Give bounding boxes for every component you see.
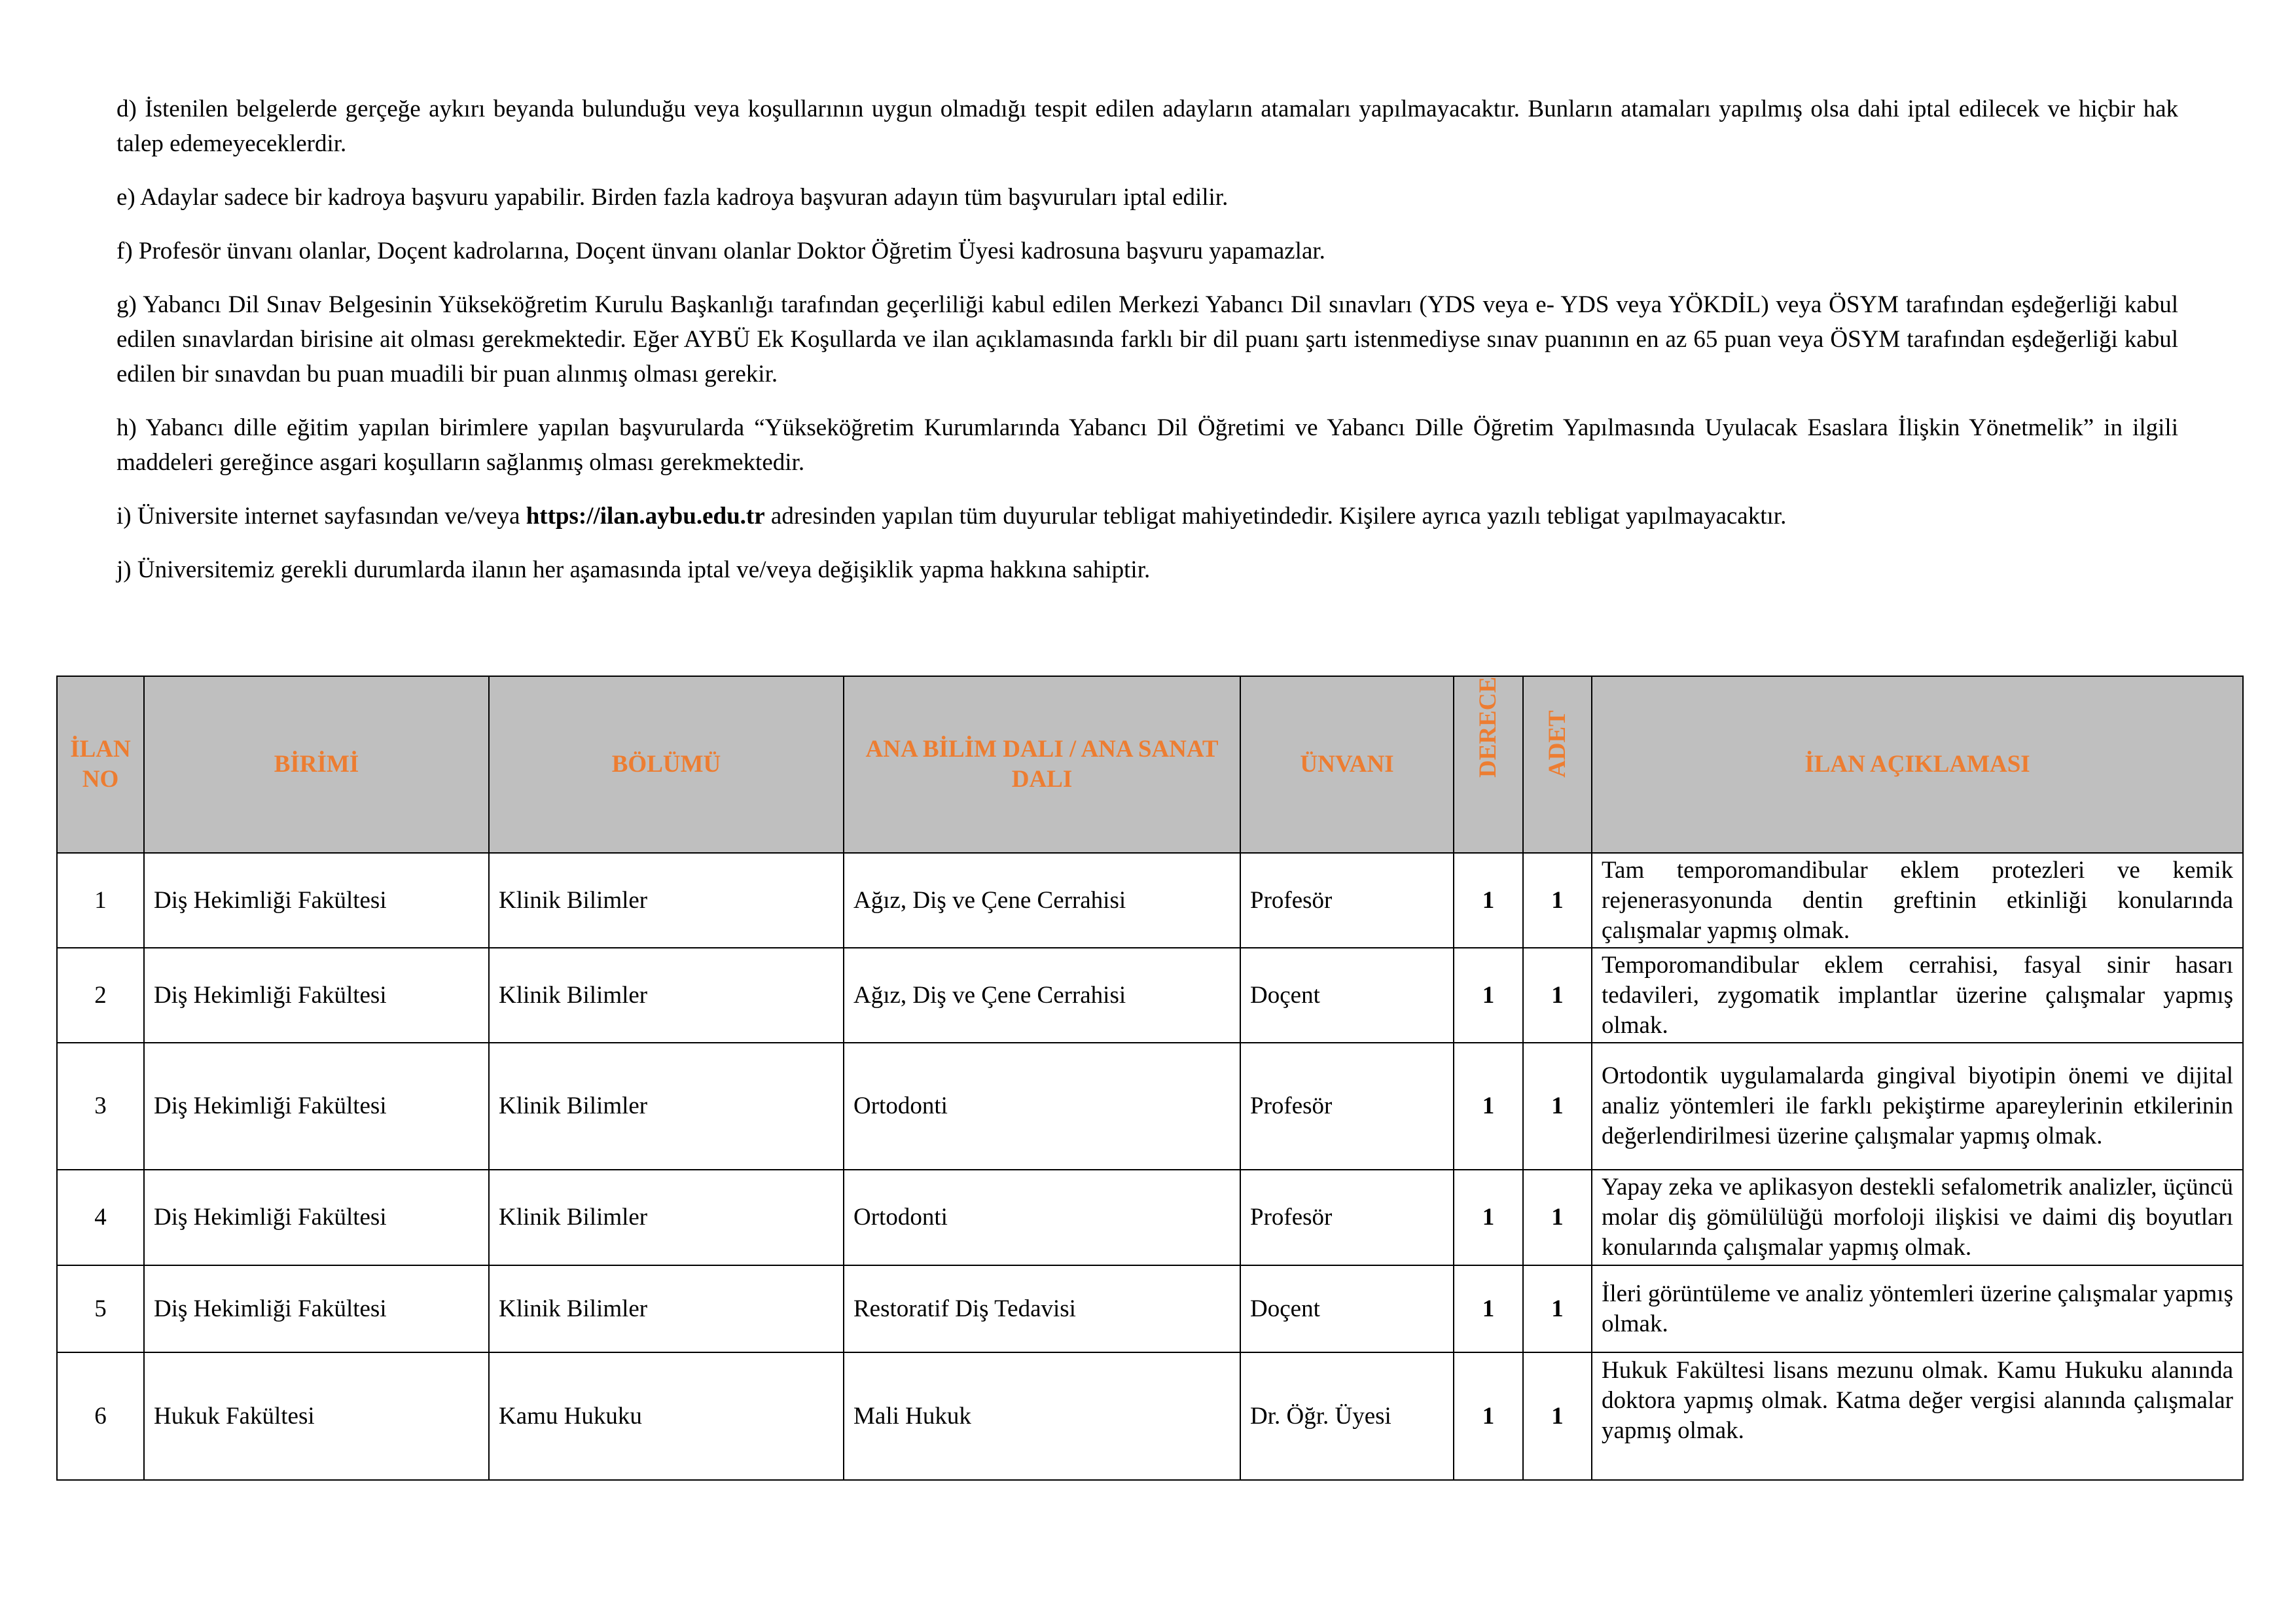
condition-g: g) Yabancı Dil Sınav Belgesinin Yükseköğretim Kurulu Başkanlığı tarafından geçerliliği kabul edilen Merkezi Yabancı Dil sınavları (YDS veya e- YDS veya YÖKDİL) veya ÖSYM tarafından eşdeğerliği kabul edilen sınavlardan birisine ait olması gerekmektedir. Eğer AYBÜ Ek Koşullarda ve ilan açıklamasında farklı bir dil puanı şartı istenmediyse sınav puanının en az 65 puan veya ÖSYM tarafından eşdeğerliği kabul edilen bir sınavdan bu puan muadili bir puan alınmış olması gerekir. [117, 291, 2178, 388]
condition-j: j) Üniversitemiz gerekli durumlarda ilanın her aşamasında iptal ve/veya değişiklik yapma hakkına sahiptir. [117, 556, 1151, 583]
cell-birimi: Diş Hekimliği Fakültesi [144, 1170, 489, 1265]
cell-ilan-aciklamasi: Ortodontik uygulamalarda gingival biyotipin önemi ve dijital analiz yöntemleri ile farklı pekiştirme apareylerinin etkilerinin değerlendirilmesi üzerine çalışmalar yapmış olmak. [1592, 1043, 2243, 1170]
cell-unvani: Profesör [1240, 853, 1454, 948]
cell-ana-bilim-dali: Mali Hukuk [844, 1352, 1240, 1480]
cell-unvani: Profesör [1240, 1043, 1454, 1170]
conditions-list [117, 92, 2178, 606]
header-derece-label: DERECE [1475, 676, 1501, 778]
condition-i [117, 499, 2178, 533]
header-bolumu: BÖLÜMÜ [489, 676, 844, 853]
header-adet-label: ADET [1543, 710, 1571, 778]
cell-derece: 1 [1454, 948, 1523, 1043]
cell-ilan-aciklamasi: Hukuk Fakültesi lisans mezunu olmak. Kamu Hukuku alanında doktora yapmış olmak. Katma değer vergisi alanında çalışmalar yapmış olmak. [1592, 1352, 2243, 1480]
cell-ana-bilim-dali: Restoratif Diş Tedavisi [844, 1265, 1240, 1352]
cell-derece: 1 [1454, 1352, 1523, 1480]
cell-birimi: Diş Hekimliği Fakültesi [144, 1043, 489, 1170]
cell-ilan-no: 5 [57, 1265, 144, 1352]
cell-birimi: Diş Hekimliği Fakültesi [144, 1265, 489, 1352]
job-listing-table [56, 676, 2244, 1481]
cell-unvani: Dr. Öğr. Üyesi [1240, 1352, 1454, 1480]
table-row [57, 1170, 2243, 1265]
header-adet [1523, 676, 1592, 853]
cell-ilan-aciklamasi: Temporomandibular eklem cerrahisi, fasyal sinir hasarı tedavileri, zygomatik implantlar üzerine çalışmalar yapmış olmak. [1592, 948, 2243, 1043]
table-row [57, 1265, 2243, 1352]
condition-i-after: adresinden yapılan tüm duyurular tebligat mahiyetindedir. Kişilere ayrıca yazılı tebligat yapılmayacaktır. [764, 503, 1787, 530]
cell-unvani: Doçent [1240, 1265, 1454, 1352]
table-row [57, 948, 2243, 1043]
cell-ilan-no: 2 [57, 948, 144, 1043]
condition-h: h) Yabancı dille eğitim yapılan birimlere yapılan başvurularda “Yükseköğretim Kurumlarında Yabancı Dil Öğretimi ve Yabancı Dille Öğretim Yapılmasında Uyulacak Esaslara İlişkin Yönetmelik” in ilgili maddeleri gereğince asgari koşulların sağlanmış olması gerekmektedir. [117, 414, 2178, 476]
cell-derece: 1 [1454, 1265, 1523, 1352]
condition-i-before: i) Üniversite internet sayfasından ve/veya [117, 503, 526, 530]
header-birimi: BİRİMİ [144, 676, 489, 853]
cell-bolumu: Klinik Bilimler [489, 1043, 844, 1170]
cell-birimi: Diş Hekimliği Fakültesi [144, 948, 489, 1043]
cell-unvani: Doçent [1240, 948, 1454, 1043]
condition-e: e) Adaylar sadece bir kadroya başvuru yapabilir. Birden fazla kadroya başvuran adayın tüm başvuruları iptal edilir. [117, 184, 1229, 211]
cell-adet: 1 [1523, 1265, 1592, 1352]
announcement-link[interactable]: https://ilan.aybu.edu.tr [526, 503, 765, 530]
cell-birimi: Hukuk Fakültesi [144, 1352, 489, 1480]
table-row [57, 1352, 2243, 1480]
cell-unvani: Profesör [1240, 1170, 1454, 1265]
header-ana-bilim-dali: ANA BİLİM DALI / ANA SANAT DALI [844, 676, 1240, 853]
cell-ana-bilim-dali: Ağız, Diş ve Çene Cerrahisi [844, 853, 1240, 948]
table-header-row [57, 676, 2243, 853]
cell-ana-bilim-dali: Ortodonti [844, 1170, 1240, 1265]
cell-ilan-aciklamasi: Tam temporomandibular eklem protezleri ve kemik rejenerasyonunda dentin greftinin etkinliği konularında çalışmalar yapmış olmak. [1592, 853, 2243, 948]
header-ilan-no: İLAN NO [57, 676, 144, 853]
table-row [57, 853, 2243, 948]
cell-derece: 1 [1454, 853, 1523, 948]
cell-ilan-aciklamasi: İleri görüntüleme ve analiz yöntemleri üzerine çalışmalar yapmış olmak. [1592, 1265, 2243, 1352]
cell-adet: 1 [1523, 1352, 1592, 1480]
cell-adet: 1 [1523, 1043, 1592, 1170]
cell-adet: 1 [1523, 1170, 1592, 1265]
cell-ilan-no: 1 [57, 853, 144, 948]
cell-ilan-no: 3 [57, 1043, 144, 1170]
cell-bolumu: Klinik Bilimler [489, 1265, 844, 1352]
cell-ilan-no: 4 [57, 1170, 144, 1265]
cell-ilan-no: 6 [57, 1352, 144, 1480]
cell-ana-bilim-dali: Ortodonti [844, 1043, 1240, 1170]
cell-bolumu: Kamu Hukuku [489, 1352, 844, 1480]
header-ilan-aciklamasi: İLAN AÇIKLAMASI [1592, 676, 2243, 853]
table-row [57, 1043, 2243, 1170]
cell-ana-bilim-dali: Ağız, Diş ve Çene Cerrahisi [844, 948, 1240, 1043]
cell-derece: 1 [1454, 1043, 1523, 1170]
cell-bolumu: Klinik Bilimler [489, 1170, 844, 1265]
condition-f: f) Profesör ünvanı olanlar, Doçent kadrolarına, Doçent ünvanı olanlar Doktor Öğretim Üyesi kadrosuna başvuru yapamazlar. [117, 238, 1325, 264]
cell-adet: 1 [1523, 948, 1592, 1043]
cell-adet: 1 [1523, 853, 1592, 948]
condition-d: d) İstenilen belgelerde gerçeğe aykırı beyanda bulunduğu veya koşullarının uygun olmadığı tespit edilen adayların atamaları yapılmayacaktır. Bunların atamaları yapılmış olsa dahi iptal edilecek ve hiçbir hak talep edemeyeceklerdir. [117, 96, 2178, 157]
header-derece [1454, 676, 1523, 853]
cell-derece: 1 [1454, 1170, 1523, 1265]
cell-ilan-aciklamasi: Yapay zeka ve aplikasyon destekli sefalometrik analizler, üçüncü molar diş gömülülüğü morfoloji ilişkisi ve daimi diş boyutları konularında çalışmalar yapmış olmak. [1592, 1170, 2243, 1265]
cell-bolumu: Klinik Bilimler [489, 853, 844, 948]
header-unvani: ÜNVANI [1240, 676, 1454, 853]
cell-birimi: Diş Hekimliği Fakültesi [144, 853, 489, 948]
cell-bolumu: Klinik Bilimler [489, 948, 844, 1043]
